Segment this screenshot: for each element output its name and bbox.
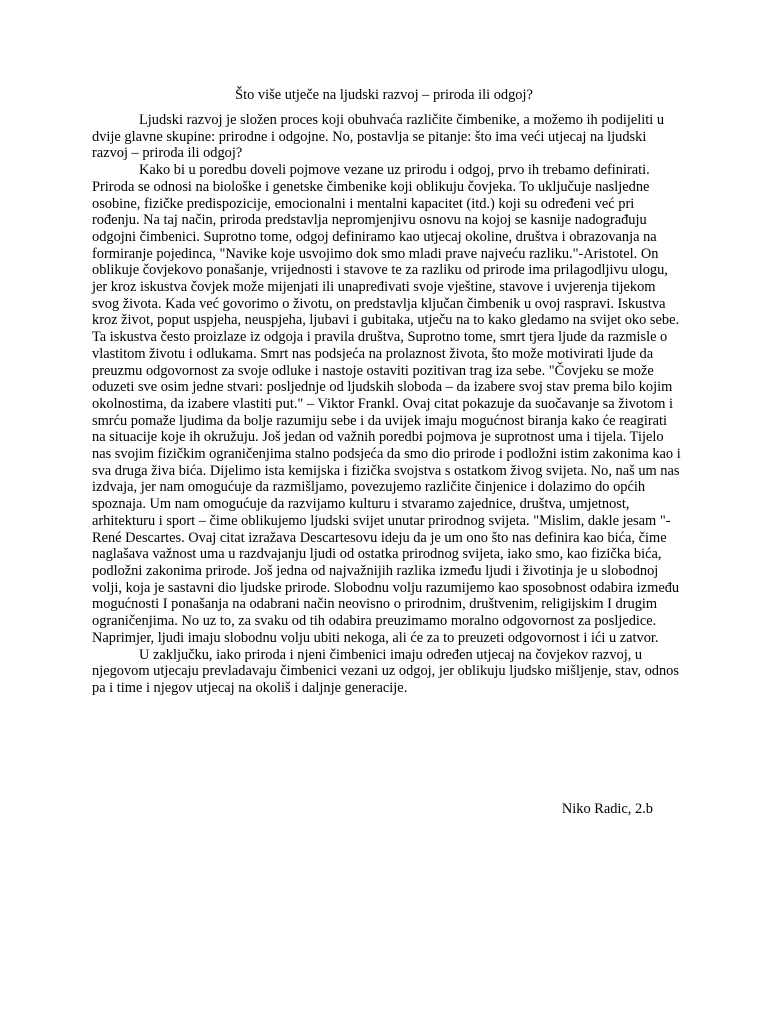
author-signature: Niko Radic, 2.b [561, 801, 653, 817]
paragraph-introduction: Ljudski razvoj je složen proces koji obuhvaća različite čimbenike, a možemo ih podijeliti u dvije glavne skupine: prirodne i odgojne. No, postavlja se pitanje: što ima veći utjecaj na ljudski razvoj – priroda ili odgoj? [92, 112, 665, 162]
paragraph-main: Kako bi u poredbu doveli pojmove vezane uz prirodu i odgoj, prvo ih trebamo definirati. Priroda se odnosi na biološke i genetske čimbenike koji oblikuju čovjeka. To uključuje nasljedne osobine, fizičke predispozicije, emocionalni i mentalni kapacitet (itd.) koji su određeni već pri rođenju. Na taj način, priroda predstavlja nepromjenjivu osnovu na kojoj se kasnije nadograđuju odgojni čimbenici. Suprotno tome, odgoj definiramo kao utjecaj okoline, društva i obrazovanja na formiranje pojedinca, "Navike koje usvojimo dok smo mladi prave najveću razliku."-Aristotel. On oblikuje čovjekovo ponašanje, vrijednosti i stavove te za razliku od prirode ima prilagodljivu ulogu, jer kroz iskustva čovjek može mijenjati ili unapređivati svoje vještine, stavove i uvjerenja tijekom svog života. Kada već govorimo o životu, on predstavlja ključan čimbenik u ovoj raspravi. Iskustva kroz život, poput uspjeha, neuspjeha, ljubavi i gubitaka, utječu na to kako gledamo na svijet oko sebe. Ta iskustva često proizlaze iz odgoja i pravila društva, Suprotno tome, smrt tjera ljude da razmisle o vlastitom životu i odlukama. Smrt nas podsjeća na prolaznost života, što može motivirati ljude da preuzmu odgovornost za svoje odluke i nastoje ostaviti pozitivan trag iza sebe. "Čovjeku se može oduzeti sve osim jedne stvari: posljednje od ljudskih sloboda – da izabere svoj stav prema bilo kojim okolnostima, da izabere vlastiti put." – Viktor Frankl. Ovaj citat pokazuje da suočavanje sa životom i smrću pomaže ljudima da bolje razumiju sebe i da uvijek imaju mogućnost biranja kako će reagirati na situacije koje ih okružuju. Još jedan od važnih poredbi pojmova je suprotnost uma i tijela. Tijelo nas svojim fizičkim ograničenjima stalno podsjeća da smo dio prirode i podložni istim zakonima kao i sva druga živa bića. Dijelimo ista kemijska i fizička svojstva s ostatkom živog svijeta. No, naš um nas izdvaja, jer nam omogućuje da razmišljamo, povezujemo različite činjenice i dolazimo do općih spoznaja. Um nam omogućuje da razvijamo kulturu i stvaramo zajednice, društva, umjetnost, arhitekturu i sport – čime oblikujemo ljudski svijet unutar prirodnog svijeta. "Mislim, dakle jesam "- René Descartes. Ovaj citat izražava Descartesovu ideju da je um ono što nas definira kao bića, čime naglašava važnost uma u razdvajanju ljudi od ostatka prirodnog svijeta, iako smo, kao fizička bića, podložni zakonima prirode. Još jedna od najvažnijih razlika između ljudi i životinja je u slobodnoj volji, koja je sastavni dio ljudske prirode. Slobodnu volju razumijemo kao sposobnost odabira između mogućnosti I ponašanja na odabrani način neovisno o prirodnim, društvenim, religijskim I drugim ograničenjima. No uz to, za svaku od tih odabira preuzimamo moralno odgovornost za posljedice. Naprimjer, ljudi imaju slobodnu volju ubiti nekoga, ali će za to preuzeti odgovornost i ići u zatvor. [92, 162, 681, 646]
document-body [92, 112, 684, 697]
document-title: Što više utječe na ljudski razvoj – priroda ili odgoj? [235, 87, 533, 103]
paragraph-conclusion: U zaključku, iako priroda i njeni čimbenici imaju određen utjecaj na čovjekov razvoj, u njegovom utjecaju prevladavaju čimbenici vezani uz odgoj, jer oblikuju ljudsko mišljenje, stav, odnos pa i time i njegov utjecaj na okoliš i daljnje generacije. [92, 646, 679, 696]
